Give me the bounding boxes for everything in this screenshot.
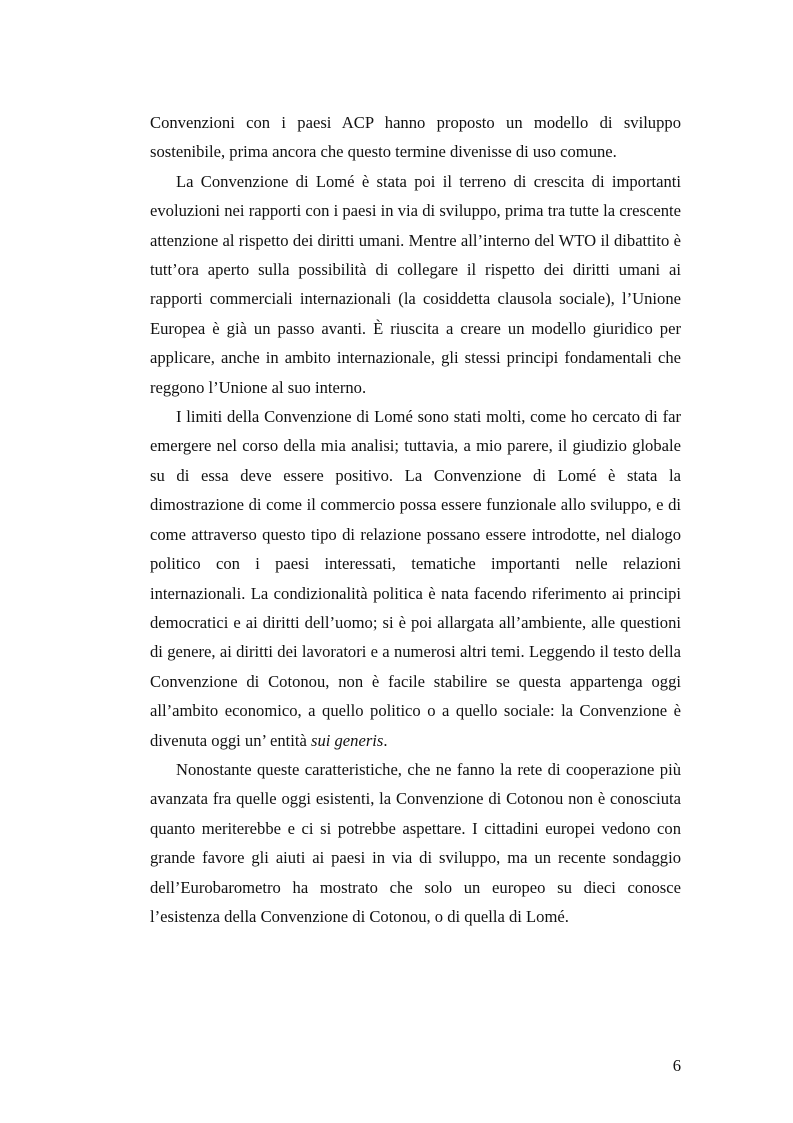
paragraph-3-tail: . xyxy=(383,730,388,750)
paragraph-3-text: I limiti della Convenzione di Lomé sono stati molti, come ho cercato di far emergere nel corso della mia analisi; tuttavia, a mio parere, il giudizio globale su di essa deve essere positivo. La Convenzione di Lomé è stata la dimostrazione di come il commercio possa essere funzionale allo sviluppo, e di come attraverso questo tipo di relazione possano essere introdotte, nel dialogo politico con i paesi interessati, tematiche importanti nelle relazioni internazionali. La condizionalità politica è nata facendo riferimento ai principi democratici e ai diritti dell’uomo; si è poi allargata all’ambiente, alle questioni di genere, ai diritti dei lavoratori e a numerosi altri temi. Leggendo il testo della Convenzione di Cotonou, non è facile stabilire se questa appartenga oggi all’ambito economico, a quello politico o a quello sociale: la Convenzione è divenuta oggi un’ entità xyxy=(150,407,681,750)
paragraph-1: Convenzioni con i paesi ACP hanno proposto un modello di sviluppo sostenibile, prima ancora che questo termine divenisse di uso comune. xyxy=(150,113,681,162)
paragraph-3-emphasis: sui generis xyxy=(311,730,384,750)
paragraph-4: Nonostante queste caratteristiche, che ne fanno la rete di cooperazione più avanzata fra quelle oggi esistenti, la Convenzione di Cotonou non è conosciuta quanto meriterebbe e ci si potrebbe aspettare. I cittadini europei vedono con grande favore gli aiuti ai paesi in via di sviluppo, ma un recente sondaggio dell’Eurobarometro ha mostrato che solo un europeo su dieci conosce l’esistenza della Convenzione di Cotonou, o di quella di Lomé. xyxy=(150,759,681,926)
paragraph-3 xyxy=(150,402,681,755)
paragraph-2: La Convenzione di Lomé è stata poi il terreno di crescita di importanti evoluzioni nei rapporti con i paesi in via di sviluppo, prima tra tutte la crescente attenzione al rispetto dei diritti umani. Mentre all’interno del WTO il dibattito è tutt’ora aperto sulla possibilità di collegare il rispetto dei diritti umani ai rapporti commerciali internazionali (la cosiddetta clausola sociale), l’Unione Europea è già un passo avanti. È riuscita a creare un modello giuridico per applicare, anche in ambito internazionale, gli stessi principi fondamentali che reggono l’Unione al suo interno. xyxy=(150,171,681,397)
body-text xyxy=(150,108,681,931)
page-number: 6 xyxy=(672,1056,681,1075)
